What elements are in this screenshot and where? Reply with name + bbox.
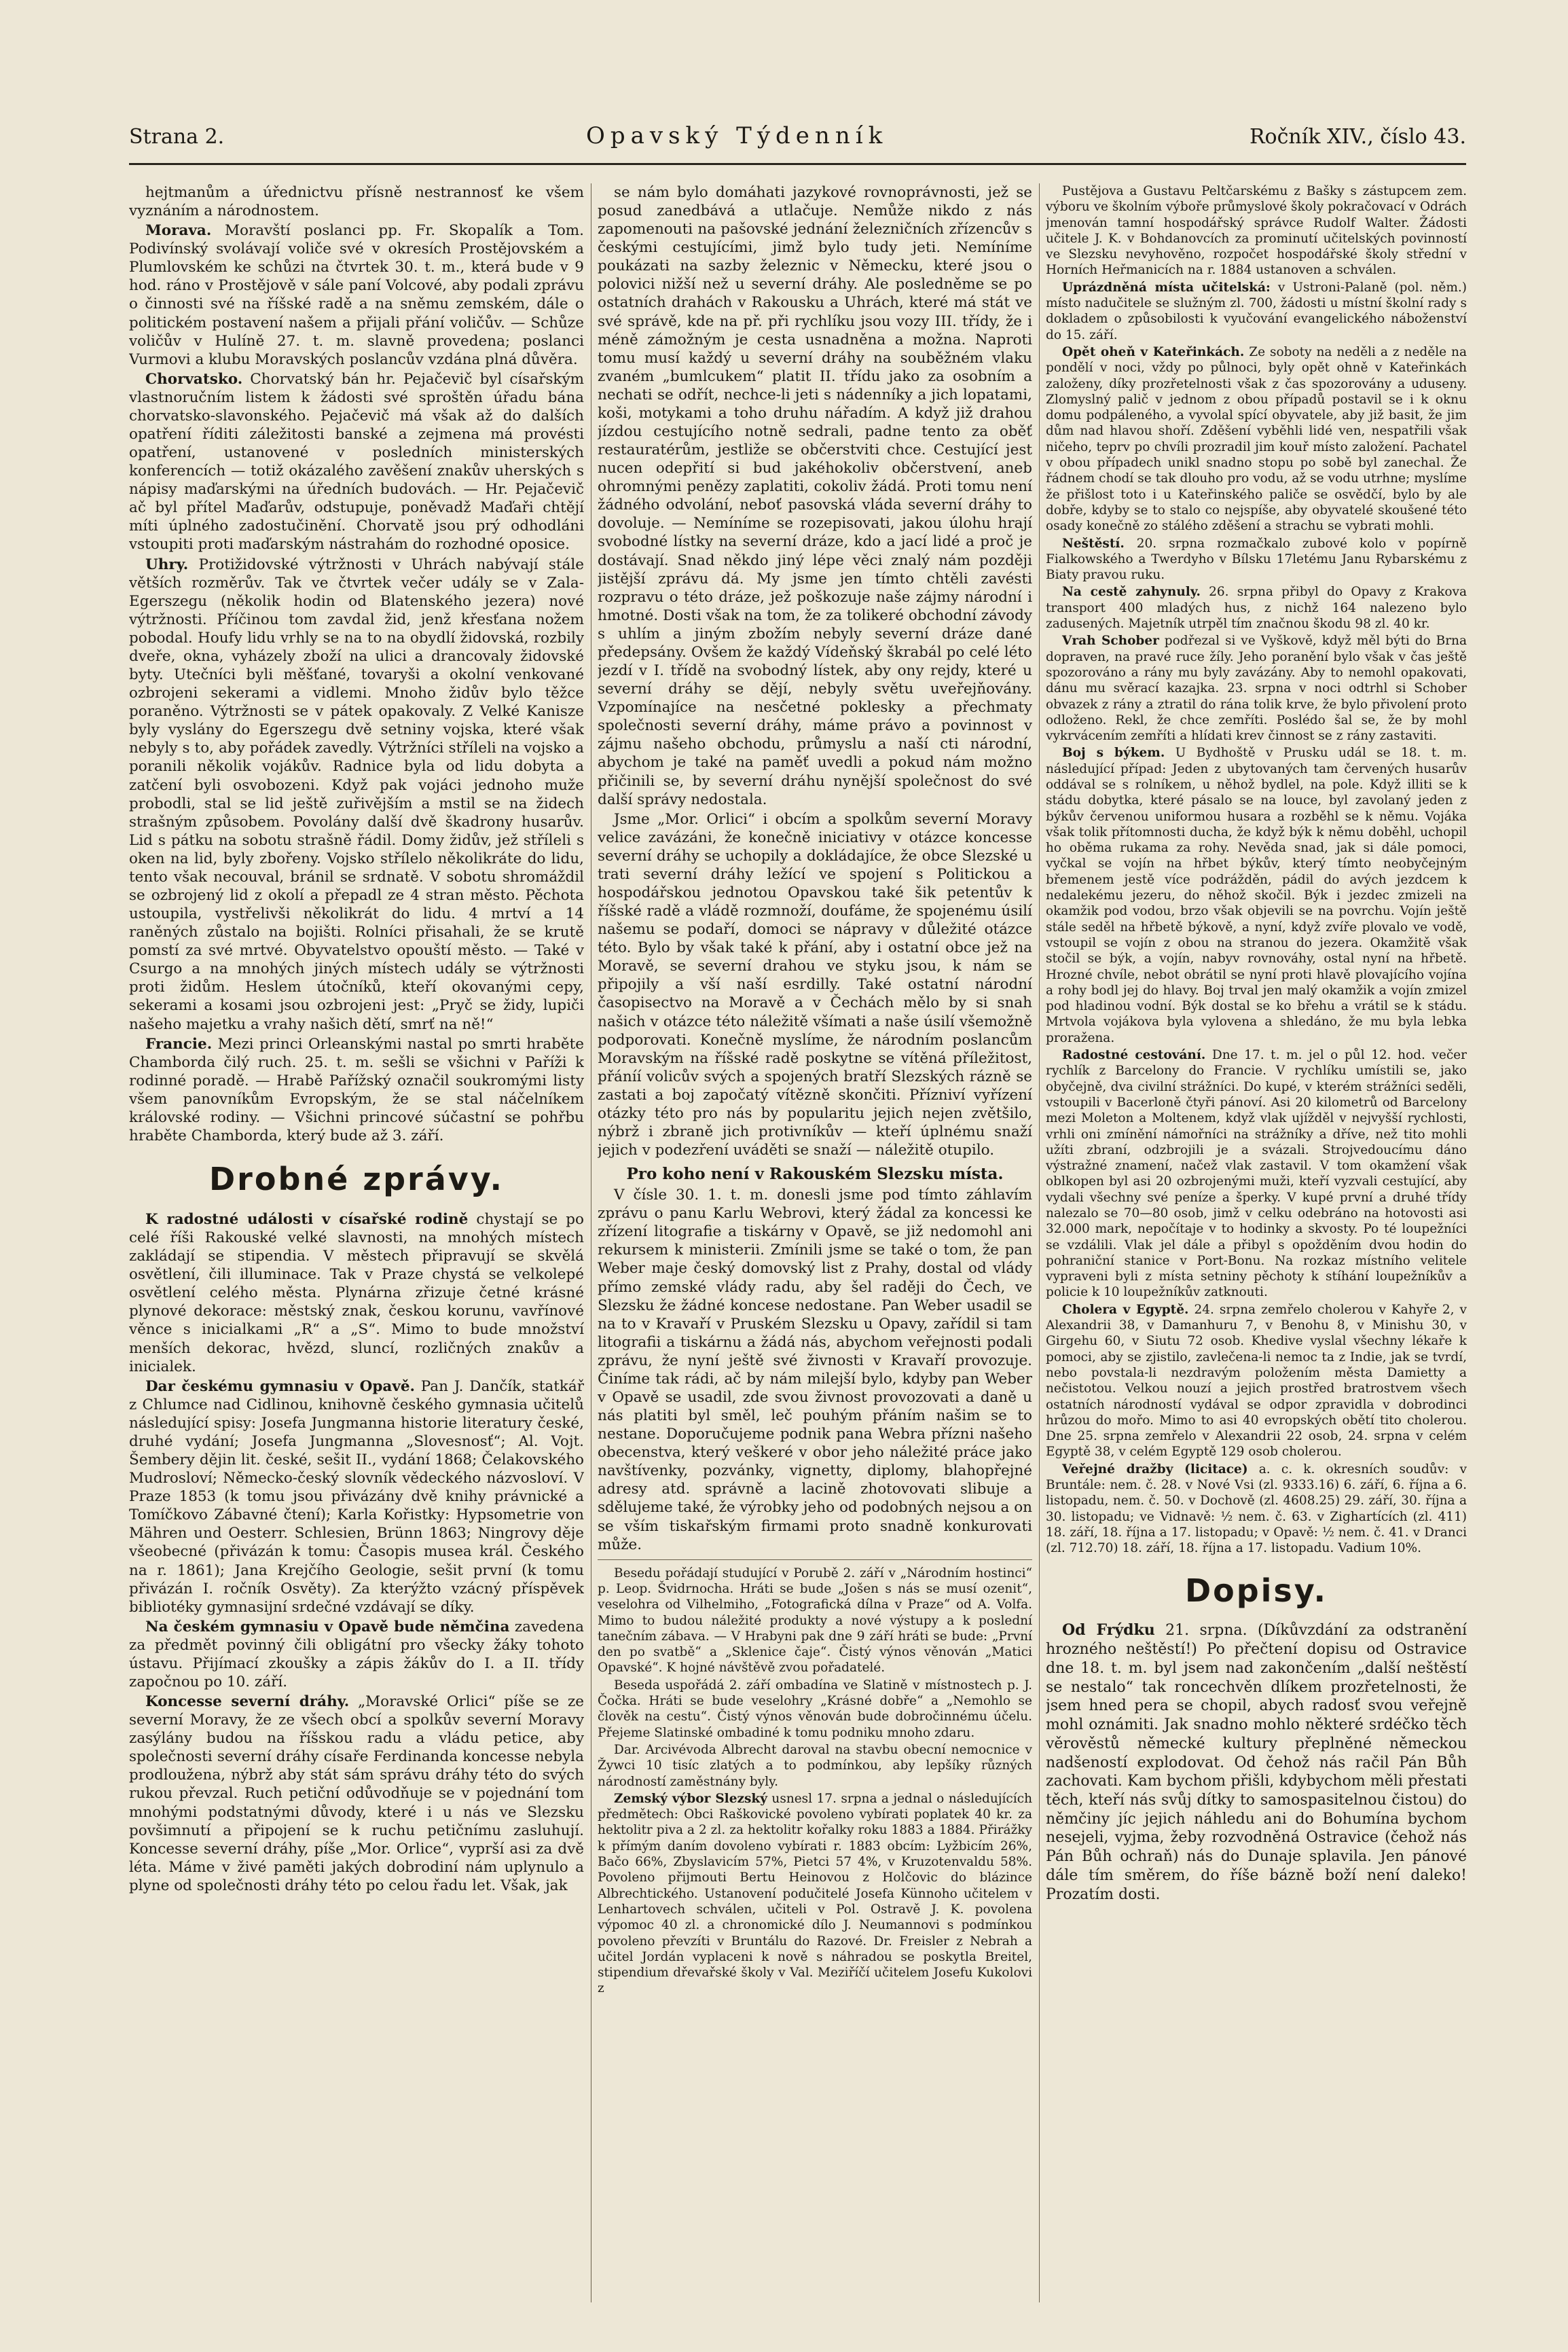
article-label: Neštěstí. [1062,536,1125,551]
article-label: Veřejné dražby (licitace) [1062,1462,1248,1477]
article-text: „Moravské Orlici“ píše se ze severní Moravy, že ze všech obcí a spolkův severní Moravy zasýlány budou na říšskou radu a vládu petice, aby společnosti severní dráhy císaře Ferdinanda koncesse nebyla prodloužena, nýbrž aby stát sám správu dráhy této do svých rukou převzal. Ruch petiční odůvodňuje se v pojednání tom mnohými podstatnými důvody, které i u nás ve Slezsku povšimnutí a připojení se k ruchu petičnímu zasluhují. Koncesse severní dráhy, píše „Mor. Orlice“, vyprší asi za dvě léta. Máme v živé paměti jakých dobrodiní nám uplynulo a plyne od společnosti dráhy této po celou řadu let. Však, jak [129,1693,584,1894]
article-label: Vrah Schober [1062,634,1159,649]
page-header [129,122,1466,165]
column-divider [1039,183,1040,2302]
article-text: podřezal si ve Vyškově, když měl býti do Brna dopraven, na pravé ruce žíly. Jeho poranění bylo však v čas ještě spozorováno a rány mu byly zavázány. Aby to nemohl opakovati, dánu mu svěrací kazajka. 23. srpna v noci odtrhl si Schober obvazek z rány a ztratil do rána tolik krve, že bylo přivolení proto odloženo. Rekl, že chce zemříti. Poslédo šal se, že by mohl vykrvácením zemříti a hlídati krev činnost se z rány zastaviti. [1046,634,1467,744]
article-paragraph [129,221,584,369]
article-text: Beseda uspořádá 2. září ombadína ve Slatině v místnostech p. J. Čočka. Hráti se bude veselohry „Krásné dobře“ a „Nemohlo se člověk na cestu“. Čistý výnos věnován bude dobročinnému účelu. Přejeme Slatinské ombadiné k tomu podniku mnoho zdaru. [598,1678,1032,1740]
article-text: Mezi princi Orleanskými nastal po smrti hraběte Chamborda čilý ruch. 25. t. m. sešli se všichni v Paříži k rodinné poradě. — Hrabě Pařížský označil soukromými listy všem panovníkům Evropským, že se stal náčelníkem královské rodiny. — Všichni princové súčastní se pohřbu hraběte Chamborda, který bude až 3. září. [129,1035,584,1144]
article-paragraph [129,370,584,554]
article-text: Besedu pořádají studující v Porubě 2. září v „Národním hostinci“ p. Leop. Švidrnocha. Hráti se bude „Jošen s nás se musí ozenit“, veselohra od Vilhelmiho, „Fotografická dílna v Praze“ od A. Volfa. Mimo to budou náležité produkty a nové výstupy a k poslední tanečním zábava. — V Hrabyni pak dne 9 září hráti se bude: „První den po svatbě“ a „Sklenice čaje“. Čistý výnos věnován „Matici Opavské“. K hojné návštěvě zvou pořadatelé. [598,1566,1032,1676]
article-text: v Ustroni-Palaně (pol. něm.) místo nadučitele se služným zl. 700, žádosti u místní školní rady s dokladem o způsobilosti k vyučování evangelického náboženství do 15. září. [1046,280,1467,342]
issue-number: Ročník XIV., číslo 43. [1249,125,1466,149]
article-label: Na českém gymnasiu v Opavě bude němčina [145,1618,510,1635]
article-text: Ze soboty na neděli a z neděle na pondělí v noci, vždy po půlnoci, byly opět ohně v Kateřinkách založeny, díky prozřetelnosti však z čas spozorovány a uduseny. Zlomyslný palič v jednom z obou případů postavil se i k oknu domu podpáleného, a vyvolal spící obyvatele, aby již basit, že jim dům nad hlavou shoří. Zděšení vyběhli lidé ven, nespatřili však ničeho, teprv po chvíli prozradil jim kouř místo založení. Pachatel v obou případech unikl snadno stopu po sobě byl zanechal. Že řádnem chodí se tak dlouho pro vodu, až se vodu utrhne; myslíme že přišlost toto i u Kateřinského paliče se osvědčí, bylo by ale dobře, kdyby se to stalo co nejspíše, aby obyvatelé skoušené této osady konečně zo stálého zděšení a strachu se vybrati mohli. [1046,344,1467,534]
article-text: V čísle 30. 1. t. m. donesli jsme pod tímto záhlavím zprávu o panu Karlu Webrovi, který žádal za koncessi ke zřízení litografie a tiskárny v Opavě, se již nedomohl ani rekursem k ministerii. Zmínili jsme se také o tom, že pan Weber maje český domovský list z Prahy, dostal od vlády přímo zemské vlády radu, aby šel raději do Čech, ve Slezsku že žádné koncese nedostane. Pan Weber usadil se na to v Kravaří v Pruském Slezsku u Opavy, zařídil si tam litografii a tiskárnu a žádá nás, abychom veřejnosti podali zprávu, že nyní ještě své živnosti v Kravaří provozuje. Činíme tak rádi, ač by nám milejší bylo, kdyby pan Weber v Opavě se usadil, zde svou živnost provozovati a daně u nás platiti byl směl, leč pouhým přáním našim se to nestane. Doporučujeme podnik pana Webra přízni našeho obecenstva, který veškeré v obor jeho náležité práce jako navštívenky, pozvánky, vignetty, diplomy, blahopřejné adresy atd. správně a lacině zhotovovati slibuje a sdělujeme také, že výrobky jeho od podobných nejsou a on se vším tiskařským firmami proto snadně konkurovati může. [598,1187,1032,1553]
article-text: se nám bylo domáhati jazykové rovnoprávnosti, jež se posud zanedbává a utlačuje. Nemůže nikdo z nás zapomenouti na pašovské jednání železničních zřízencův s českými cestujícími, jimž bylo tudy jeti. Nemíníme poukázati na sazby železnic v Německu, které jsou o polovici nižší než u severní dráhy. Ale posledněme se po ostatních drahách v Rakousku a Uhrách, které má stát ve své správě, kde na př. při rychlíku jsou vozy III. třídy, že i méně zámožným je cesta usnadněna a možna. Naproti tomu musí každý u severní dráhy na souběžném vlaku zvaném „bumlcukem“ platit II. třídu jako za osobním a nechati se odřít, nechce-li jeti s nádenníky a jich lopatami, koši, motykami a toho druhu nářadím. A když již drahou jízdou cestujícího notně sedrali, padne tento za oběť restauratérům, jestliže se občerstviti chce. Cestující jest nucen odepřití si bud jakéhokoliv občerstvení, aneb ohromnými penězy zaplatiti, cokoliv žádá. Proti tomu není žádného odvolání, neboť pasovská vláda severní dráhy to dovoluje. — Nemíníme se rozepisovati, jakou úlohu hrají svobodné lístky na severní dráze, kdo a jací lidé a proč je dostávají. Snad někdo jiný lépe věci znalý nám později jistější zprávu dá. My jsme jen tímto chtěli zavésti rozpravu o této dráze, jež poškozuje naše zájmy národní i hmotné. Dosti však na tom, že za tolikeré obchodní závody s uhlím a jiným zbožím nebyly severní dráze dané předepsány. Ovšem že každý Vídeňský škrabál po celé léto jezdí v I. třídě na svobodný lístek, aby ony rejdy, které u severní dráhy se dějí, nebyly světu uveřejňovány. Vzpomínajíce na nesčetné poklesky a přechmaty společnosti severní dráhy, máme právo a povinnost v zájmu našeho obchodu, průmyslu a naší cti národní, abychom je také na paměť uvedli a pokud nám možno přičinili se, by severní dráhu nynější společnost do své další správy nedostala. [598,184,1032,808]
article-text: 20. srpna rozmačkalo zubové kolo v popírně Fialkowského a Twerdyho v Bílsku 17letému Janu Rybarskému z Biaty pravou ruku. [1046,536,1467,583]
article-label: Radostné cestování. [1062,1048,1206,1063]
article-paragraph [129,556,584,1034]
article-paragraph [1046,1462,1467,1557]
article-paragraph [1046,536,1467,583]
article-text: chystají se po celé říši Rakouské velké slavnosti, na mnohých místech zakládají se stipendia. V městech připravují se skvělá osvětlení, čili illuminace. Tak v Praze chystá se velkolepé osvětlení celého města. Plynárna zřizuje četné krásné plynové dekorace: městský znak, českou korunu, vavřínové věnce s inicialkami „R“ a „S“. Mimo to bude množství menších dekorac, hvězd, sluncí, rozličných znakův a inicialek. [129,1211,584,1375]
article-paragraph [1046,1047,1467,1301]
article-text: 21. srpna. (Díkůvzdání za odstranění hrozného neštěstí!) Po přečtení dopisu od Ostravice dne 18. t. m. byl jsem nad zakončením „další neštěstí se nestalo“ tak roncechvěn dlíkem prozřetelnosti, že jsem hned pera se chopil, abych radosť svou veřejně mohl oznámiti. Jak snadno mohlo některé srdéčko těch věrověstů německé kultury přeplněné německou nadšeností explodovat. Od čehož nás račil Pán Bůh zachovati. Kam bychom přišli, kdybychom měli přestati těch, kteří nás svůj dítky to samospasitelnou čistou) do němčiny jíc jejich náhledu ani do Bohumína bychom nesejeli, vyjma, žeby rozvodněná Ostravice (čehož nás Pán Bůh ochraň) nás do Dunaje splavila. Jen pánové dále tím směrem, do říše bázně boží není daleko! Prozatím dosti. [1046,1622,1467,1903]
article-paragraph [129,1210,584,1376]
article-paragraph [1046,1302,1467,1460]
newspaper-title: Opavský Týdenník [585,122,888,149]
column-2 [598,183,1032,2302]
article-paragraph [129,1377,584,1616]
section-heading: Drobné zprávy. [208,1161,504,1198]
article-heading: Pro koho není v Rakouském Slezsku místa. [626,1165,1004,1184]
article-text: 24. srpna zemřelo cholerou v Kahyře 2, v Alexandrii 38, v Damanhuru 7, v Benohu 8, v Minishu 30, v Girgehu 60, v Siutu 72 osob. Khedive vyslal všechny lékaře k pomoci, aby se zjistilo, zavlečena-li nemoc ta z Indie, jak se tvrdí, nebo povstala-li nezdravým položením města Damietty a nečistotou. Velkou nouzí a jejich prostřed bratrostvem všech ostatních národností vydával se odpor zpravidla v dobrodinci hrůzou do mořo. Mimo to asi 40 evropských obětí tito cholerou. Dne 25. srpna zemřelo v Alexandrii 22 osob, 24. srpna v celém Egyptě 38, v celém Egyptě 129 osob cholerou. [1046,1302,1467,1460]
section-heading: Dopisy. [1184,1572,1328,1609]
article-text: Chorvatský bán hr. Pejačevič byl císařským vlastnoručním listem k žádosti své sproštěn úřadu bána chorvatsko-slavonského. Pejačevič má však až do dalších opatření říditi záležitosti banské a zejmena má provésti opatření, ustanovené v posledních ministerských konferencích — totiž okázalého zavěšení znakův uherských s nápisy maďarskými na úředních budovách. — Hr. Pejačevič ač byl přítel Maďarův, odstupuje, poněvadž Maďaři chtějí míti úplného zadostučinění. Chorvatě jsou prý odhodláni vstoupiti proti maďarským nástrahám do rozhodné oposice. [129,370,584,554]
article-label: K radostné události v císařské rodině [145,1211,469,1229]
article-label: Morava. [145,222,212,240]
column-1 [129,183,584,2302]
article-label: Uprázdněná místa učitelská: [1062,280,1271,295]
article-paragraph [1046,745,1467,1046]
article-text: Jsme „Mor. Orlici“ i obcím a spolkům severní Moravy velice zavázáni, že konečně iniciativy v otázce koncesse severní dráhy se uchopily a dokládajíce, že obce Slezské u trati severní dráhy ležící ve spojení s Politickou a hospodářskou jednotou Opavskou také šik petentův k říšské radě a vládě rozmnoží, doufáme, že spojenému úsilí našemu se podaří, domoci se nápravy v důležité otázce této. Bylo by však také k přání, aby i ostatní obce jež na Moravě, se severní drahou ve styku jsou, k nám se připojily a vší naší esrdilly. Také ostatní národní časopisectvo na Moravě a v Čechách mělo by si snah našich v otázce této náležitě všímati a naše úsilí všemožně podporovati. Konečně myslíme, že národním poslancům Moravským na říšské radě poskytne se vítěná příležitost, přáníí volicův svých a spojených bratří Slezských rázně se zastati a boj započatý vítězně skončiti. Přízniví vyřízení otázky této pro nás by popularitu jejich nejen zvětšilo, nýbrž i zbraně jich protivníkův — kteří úplnému snaží jejich v podezření uváděti se snaží — náležitě otupilo. [598,810,1032,1159]
article-label: Koncesse severní dráhy. [145,1693,350,1711]
divider [598,1559,1032,1560]
article-text: usnesl 17. srpna a jednal o následujících předmětech: Obci Raškovické povoleno vybírati poplatek 40 kr. za hektolitr piva a 2 zl. za hektolitr kořalky roku 1883 a 1884. Přirážky k přímým daním dovoleno vybírati r. 1883 obcím: Lyžbicím 26%, Bačo 66%, Zbyslavicím 57%, Pietci 57 4%, v Kruzotenvaldu 58%. Povoleno přijmouti Bertu Heinovou z Holčovic do blázince Albrechtického. Ustanovení podučitelé Josefa Künnoho učitelem v Lenhartovech schválen, učiteli v Pol. Ostravě J. K. povolena výpomoc 40 zl. a chronomické dílo J. Neumannovi s podmínkou povoleno převzíti v Bruntálu do Razové. Dr. Freisler z Nebrah a učitel Jordán vyplaceni k nově s náhradou se poskytla Breitel, stipendium dřevařské školy v Val. Meziříčí učitelem Josefu Kukolovi z [598,1791,1032,1996]
article-paragraph [129,1693,584,1895]
article-text: zavedena za předmět povinný čili obligátní pro všecky žáky tohoto ústavu. Přijímací zkoušky a zápis žákův do I. a II. třídy započnou po 10. září. [129,1618,584,1690]
article-label: Zemský výbor Slezský [614,1791,767,1806]
article-label: Francie. [145,1035,213,1053]
article-label: Cholera v Egyptě. [1062,1302,1189,1317]
article-text: Dne 17. t. m. jel o půl 12. hod. večer rychlík z Barcelony do Francie. V rychlíku umístili se, jako obyčejně, dva civilní strážníci. Do kupé, v kterém strážníci seděli, vstoupili v Bacerloně čtyři pánoví. Asi 20 kilometrů od Barcelony mezi Moleton a Moltenem, když vlak ujížděl v nejvyšší rychlosti, vrhli oni zmínění námořníci na strážníky a dříve, než tito mohli užíti zbraní, odzbrojili je a svázali. Strojvedoucímu dáno výstražné znamení, načež vlak zastavil. V tom okamžení však oblkopen byl asi 20 ozbrojenými muži, kteří vyzvali cestující, aby vydali všechny své peníze a šperky. V kupé první a druhé třídy nalezalo se 70—80 osob, jimž v celku odebráno na hotovosti asi 32.000 mark, nepočítaje v to hodinky a skvosty. Po té loupežníci se vzdálili. Vlak jel dále a přibyl s opožděním dvou hodin do pohraniční stanice v Port-Bonu. Na rozkaz místního velitele vypraveni byli z místa setniny pěchoty k stíhání loupežníkův a policie k 10 loupežníkův zatknouti. [1046,1048,1467,1300]
article-text: Pan J. Dančík, statkář z Chlumce nad Cidlinou, knihovně českého gymnasia učitelů následující spisy: Josefa Jungmanna historie literatury české, druhé vydání; Josefa Jungmanna „Slovesnosť“; Al. Vojt. Šembery dějin lit. české, sešit II., vydání 1868; Čelakovského Mudrosloví; Německo-český slovník vědeckého názvosloví. V Praze 1853 (k tomu jsou přivázány dvě knihy právnické a Tomíčkovo Zábavné čtení); Karla Kořistky: Hypsometrie von Mähren und Oesterr. Schlesien, Brünn 1863; Ningrovy děje všeobecné (přivázán k tomu: Časopis musea král. Českého na r. 1861); Jana Krejčího Geologie, sešit první (k tomu přivázán I. ročník Osvěty). Za kterýžto vzácný příspěvek bibliotéky gymnasijní srdečné vzdávají se díky. [129,1377,584,1616]
article-text: 26. srpna přibyl do Opavy z Krakova transport 400 mladých hus, z nichž 164 nalezeno bylo zadusených. Majetník utrpěl tím značnou škodu 98 zl. 40 kr. [1046,585,1467,632]
article-paragraph [1046,633,1467,744]
article-label: Dar českému gymnasiu v Opavě. [145,1377,416,1395]
article-text: a. c. k. okresních soudův: v Bruntále: nem. č. 28. v Nové Vsi (zl. 9333.16) 6. září, 6. října a 6. listopadu, nem. č. 50. v Dochově (zl. 4608.25) 29. září, 30. října a 30. listopadu; ve Vidnavě: ½ nem. č. 63. v Zighartících (zl. 411) 18. září, 18. října a 17. listopadu; v Opavě: ½ nem. č. 41. v Dranci (zl. 712.70) 18. září, 18. října a 17. listopadu. Vadium 10%. [1046,1462,1467,1556]
article-paragraph [1046,280,1467,343]
article-text: U Bydhoště v Prusku udál se 18. t. m. následující případ: Jeden z ubytovaných tam červených husarův oddával se s rolníkem, u něhož bydlel, na pole. Když illiti se k stádu dobytka, které pásalo se na louce, byl zavolaný jeden z býkův červenou uniformou husara a rozběhl se k němu. Vojáka však tolik přítomnosti ducha, že když býk k němu doběhl, uchopil ho oběma rukama za rohy. Nevěda snad, jak si dále pomoci, vyčkal se vojín na hřbet býkův, který tímto neobyčejným břemenem jestě více podrážděn, pádil do avých jezdcem k nedalekému jezeru, do něhož skočil. Býk i jezdec zmizeli na okamžik pod vodou, brzo však objevili se na povrchu. Vojín ještě stále seděl na hřbetě býkově, a nyní, když zvíře plovalo ve vodě, vstoupil se vojín z obou na stranou do jezera. Okamžitě však stočil se býk, a vojín, nabyv rovnováhy, ostal nyní na hřbetě. Hrozné chvíle, nebot obrátil se nyní proti hlavě plovajícího vojína a rohy bodl jej do hlavy. Boj trval jen malý okamžik a vojín zmizel pod hladinou vodní. Býk dostal se ko břehu a vrátil se k stádu. Mrtvola vojákova byla vylovena a shledáno, že mu byla lebka proražena. [1046,746,1467,1045]
article-paragraph [129,1618,584,1691]
article-text: hejtmanům a úřednictvu přísně nestrannosť ke všem vyznáním a národnostem. [129,184,584,220]
article-paragraph [1046,344,1467,535]
article-paragraph [598,1791,1032,1997]
column-3 [1046,183,1467,2302]
article-text: Pustějova a Gustavu Peltčarskému z Bašky s zástupcem zem. výboru ve školním výboře průmyslové školy pokračovací v Odrách jmenován tamní hospodářský správce Rudolf Walter. Žádosti učitele J. K. v Bohdanovcích za prominutí učitelských povinností ve Slezsku nevyhověno, rozpočet hospodářské školy střední v Horních Heřmanicích na r. 1884 ustanoven a schválen. [1046,184,1467,278]
article-label: Chorvatsko. [145,370,243,388]
article-text: Moravští poslanci pp. Fr. Skopalík a Tom. Podivínský svolávají voliče své v okresích Prostějovském a Plumlovském ke schůzi na čtvrtek 30. t. m., která bude v 9 hod. ráno v Prostějově v sále paní Volcové, aby podali zprávu o činnosti své na říšské radě a na sněmu zemském, dále o politickém postavení našem a přijali přání voličův. — Schůze voličův v Hulíně 27. t. m. slavně provedena; poslanci Vurmovi a klubu Moravských poslancův vzdána plná důvěra. [129,222,584,368]
article-paragraph [1046,1621,1467,1904]
article-paragraph [1046,584,1467,632]
page-number: Strana 2. [129,125,225,149]
article-paragraph [129,1035,584,1145]
article-label: Uhry. [145,556,189,573]
article-text: Dar. Arcivévoda Albrecht daroval na stavbu obecní nemocnice v Žywci 10 tisíc zlatých a to podmínkou, aby lepšíky různých národností zaměstnány byly. [598,1742,1032,1789]
article-label: Opět oheň v Kateřinkách. [1062,344,1245,359]
article-text: Protižidovské výtržnosti v Uhrách nabývají stále větších rozměrův. Tak ve čtvrtek večer udály se v Zala-Egerszegu (několik hodin od Blatenského jezera) nové výtržnosti. Příčinou tom zavdal žid, jenž křesťana nožem pobodal. Houfy lidu vrhly se na to na obydlí židovská, rozbily dveře, okna, vyházely zboží na ulici a drancovaly židovské byty. Utečníci byli měšťané, tovaryši a okolní venkované ozbrojeni sekerami a vidlemi. Mnoho židův bylo těžce poraněno. Výtržnosti se v pátek opakovaly. Z Velké Kanisze byly vyslány do Egerszegu dvě setniny vojska, které však nebyly s to, aby pořádek zavedly. Výtržníci stříleli na vojsko a poranili několik vojákův. Radnice byla od lidu dobyta a zatčení byli osvobozeni. Když pak vojáci jednoho muže probodli, stal se lid ještě zuřivějším a mstil se na židech strašným způsobem. Povolány další dvě škadrony husarův. Lid s pátku na sobotu strašně řádil. Domy židův, jež stříleli s oken na lid, byly zbořeny. Vojsko střílelo několikráte do lidu, tento však necouval, bránil se srdnatě. V sobotu shromáždil se ozbrojený lid z okolí a přepadl ze 4 stran město. Pěchota ustoupila, vystřelivši několikrát do lidu. 4 mrtví a 14 raněných zůstalo na bojišti. Rolníci přisahali, že se krutě pomstí za své mrtvé. Obyvatelstvo opouští město. — Také v Csurgo a na mnohých jiných místech udály se výtržnosti proti židům. Heslem útočníků, kteří okovanými cepy, sekerami a kosami jsou ozbrojeni jest: „Pryč se židy, lupiči našeho majetku a vrahy našich dětí, smrť na ně!“ [129,556,584,1033]
article-label: Boj s býkem. [1062,746,1165,761]
article-label: Od Frýdku [1062,1621,1155,1640]
article-label: Na cestě zahynuly. [1062,585,1201,600]
